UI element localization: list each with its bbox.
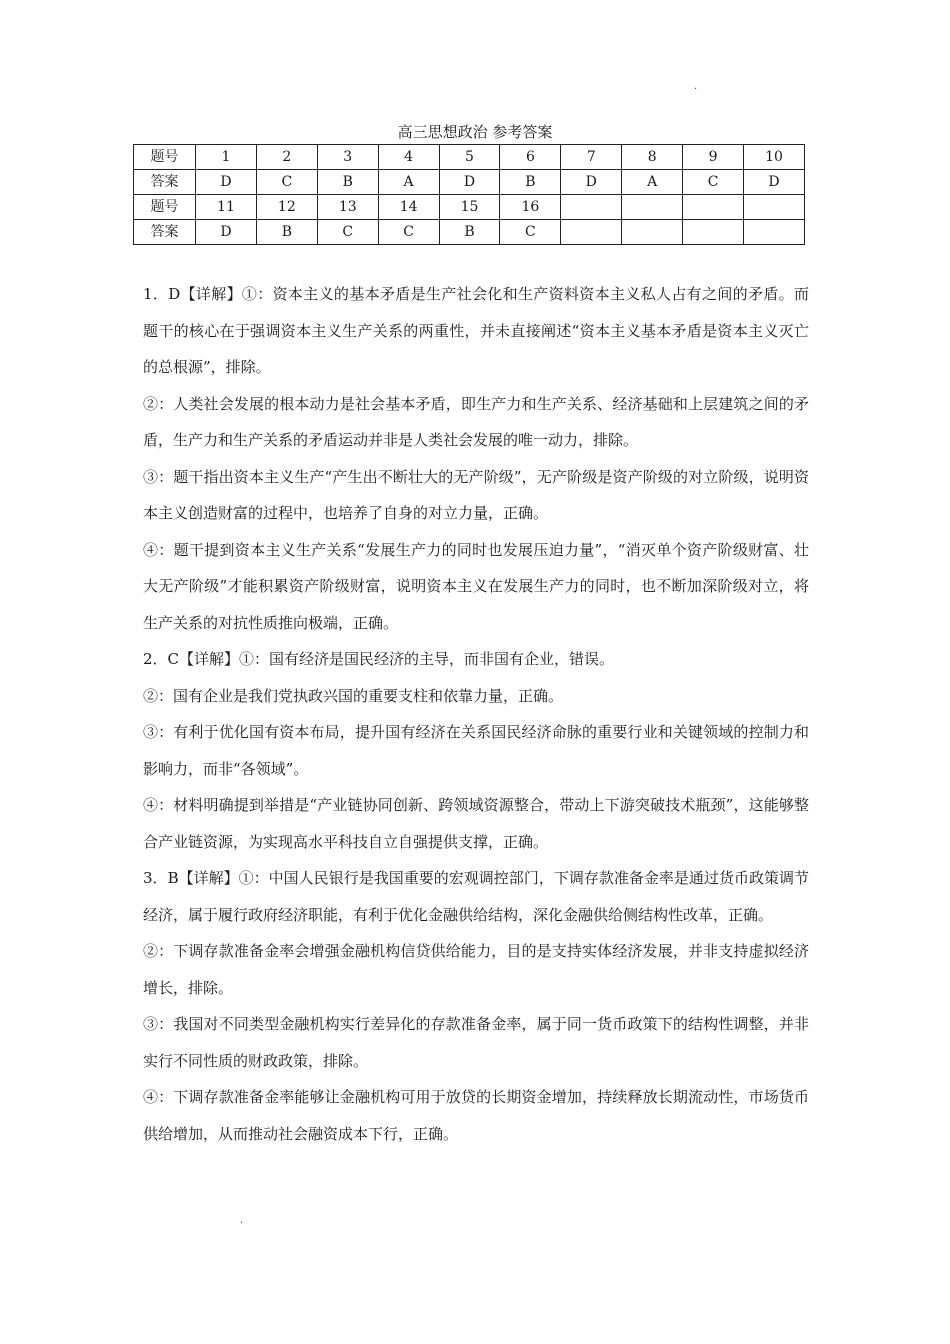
explanation-paragraph: ②：人类社会发展的根本动力是社会基本矛盾，即生产力和生产关系、经济基础和上层建筑之间的矛盾，生产力和生产关系的矛盾运动并非是人类社会发展的唯一动力，排除。: [143, 394, 809, 449]
explanation-paragraph: 2．C【详解】①：国有经济是国民经济的主导，而非国有企业，错误。: [143, 650, 615, 668]
explanation-paragraph: ③：我国对不同类型金融机构实行差异化的存款准备金率，属于同一货币政策下的结构性调整，并非实行不同性质的财政政策，排除。: [143, 1015, 809, 1070]
table-cell: 7: [561, 145, 622, 170]
table-cell: 3: [317, 145, 378, 170]
table-cell: B: [317, 170, 378, 195]
explanation-paragraph: ②：下调存款准备金率会增强金融机构信贷供给能力，目的是支持实体经济发展，并非支持虚拟经济增长，排除。: [143, 942, 809, 997]
table-cell: [683, 220, 744, 245]
table-cell: 5: [439, 145, 500, 170]
row-label: 题号: [134, 195, 196, 220]
table-cell: C: [317, 220, 378, 245]
explanation-paragraph: ③：有利于优化国有资本布局，提升国有经济在关系国民经济命脉的重要行业和关键领域的控制力和影响力，而非“各领域”。: [143, 723, 809, 778]
explanation-body: [143, 276, 809, 1152]
table-cell: 11: [196, 195, 257, 220]
table-row: [134, 195, 805, 220]
table-cell: [744, 220, 805, 245]
table-cell: 2: [256, 145, 317, 170]
table-cell: 10: [744, 145, 805, 170]
table-cell: D: [439, 170, 500, 195]
table-row: [134, 220, 805, 245]
row-label: 答案: [134, 220, 196, 245]
table-cell: 15: [439, 195, 500, 220]
table-cell: D: [196, 170, 257, 195]
table-cell: 13: [317, 195, 378, 220]
explanation-paragraph: 1．D【详解】①：资本主义的基本矛盾是生产社会化和生产资料资本主义私人占有之间的矛盾。而题干的核心在于强调资本主义生产关系的两重性，并未直接阐述“资本主义基本矛盾是资本主义灭亡的总根源”，排除。: [143, 285, 809, 376]
table-row: [134, 170, 805, 195]
table-cell: D: [196, 220, 257, 245]
table-cell: 9: [683, 145, 744, 170]
table-row: [134, 145, 805, 170]
table-cell: B: [256, 220, 317, 245]
table-cell: [561, 195, 622, 220]
table-cell: [622, 220, 683, 245]
explanation-paragraph: ④：题干提到资本主义生产关系“发展生产力的同时也发展压迫力量”，“消灭单个资产阶级财富、壮大无产阶级”才能积累资产阶级财富，说明资本主义在发展生产力的同时，也不断加深阶级对立，将生产关系的对抗性质推向极端，正确。: [143, 540, 809, 632]
table-cell: D: [561, 170, 622, 195]
explanation-paragraph: ②：国有企业是我们党执政兴国的重要支柱和依靠力量，正确。: [143, 686, 564, 705]
top-page-dot: .: [694, 81, 698, 92]
table-cell: [561, 220, 622, 245]
table-cell: 12: [256, 195, 317, 220]
table-cell: 4: [378, 145, 439, 170]
page-title: 高三思想政治 参考答案: [397, 123, 553, 141]
row-label: 题号: [134, 145, 196, 170]
explanation-paragraph: ④：下调存款准备金率能够让金融机构可用于放贷的长期资金增加，持续释放长期流动性，市场货币供给增加，从而推动社会融资成本下行，正确。: [143, 1088, 809, 1143]
table-cell: [683, 195, 744, 220]
table-cell: C: [378, 220, 439, 245]
explanation-paragraph: ③：题干指出资本主义生产“产生出不断壮大的无产阶级”，无产阶级是资产阶级的对立阶级，说明资本主义创造财富的过程中，也培养了自身的对立力量，正确。: [143, 467, 809, 522]
table-cell: A: [622, 170, 683, 195]
table-cell: 16: [500, 195, 561, 220]
table-cell: [744, 195, 805, 220]
table-cell: B: [439, 220, 500, 245]
explanation-paragraph: 3．B【详解】①：中国人民银行是我国重要的宏观调控部门，下调存款准备金率是通过货币政策调节经济，属于履行政府经济职能，有利于优化金融供给结构，深化金融供给侧结构性改革，正确。: [143, 869, 809, 924]
bottom-page-dot: .: [240, 1215, 244, 1226]
table-cell: 8: [622, 145, 683, 170]
table-cell: B: [500, 170, 561, 195]
table-cell: C: [256, 170, 317, 195]
explanation-paragraph: ④：材料明确提到举措是“产业链协同创新、跨领域资源整合，带动上下游突破技术瓶颈”，这能够整合产业链资源，为实现高水平科技自立自强提供支撑，正确。: [143, 796, 809, 851]
table-cell: A: [378, 170, 439, 195]
table-cell: [622, 195, 683, 220]
table-cell: 14: [378, 195, 439, 220]
table-cell: C: [500, 220, 561, 245]
table-cell: D: [744, 170, 805, 195]
table-cell: C: [683, 170, 744, 195]
row-label: 答案: [134, 170, 196, 195]
answer-key-table: [133, 144, 805, 245]
table-cell: 6: [500, 145, 561, 170]
table-cell: 1: [196, 145, 257, 170]
